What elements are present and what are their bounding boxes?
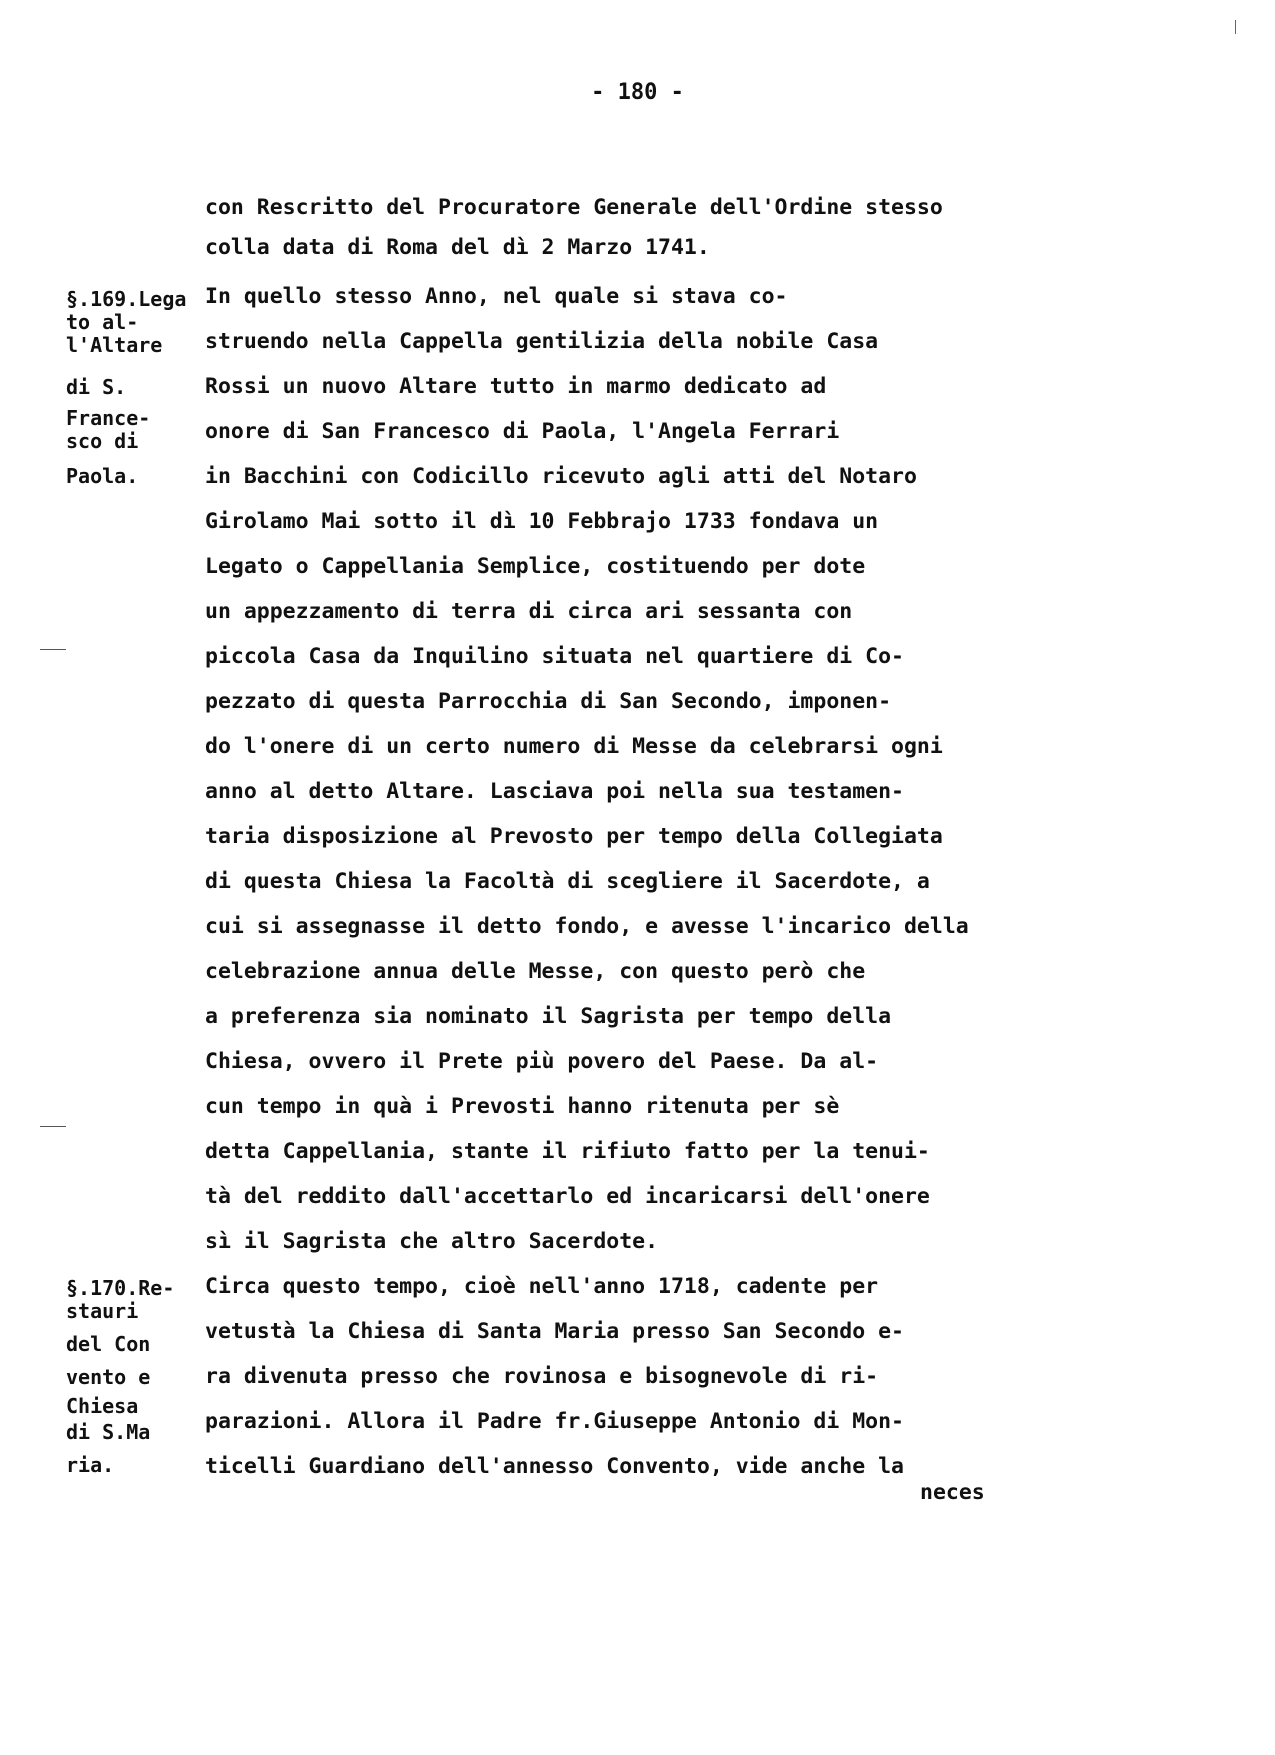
text-line: di questa Chiesa la Facoltà di scegliere il Sacerdote, a	[205, 869, 930, 894]
margin-note-169-line: l'Altare	[66, 333, 163, 357]
text-line: Chiesa, ovvero il Prete più povero del Paese. Da al-	[205, 1049, 879, 1074]
text-line: sì il Sagrista che altro Sacerdote.	[205, 1229, 659, 1254]
text-line: taria disposizione al Prevosto per tempo della Collegiata	[205, 824, 943, 849]
scan-mark	[1235, 20, 1236, 34]
margin-note-169-line: France-	[66, 406, 151, 430]
margin-note-169-line: §.169.Lega	[66, 287, 187, 311]
text-line: colla data di Roma del dì 2 Marzo 1741.	[205, 235, 710, 260]
text-line: cui si assegnasse il detto fondo, e avesse l'incarico della	[205, 914, 969, 939]
margin-note-170-line: di S.Ma	[66, 1420, 151, 1444]
text-line: In quello stesso Anno, nel quale si stava co-	[205, 284, 788, 309]
text-line: Girolamo Mai sotto il dì 10 Febbrajo 1733 fondava un	[205, 509, 879, 534]
margin-note-169-line: Paola.	[66, 464, 139, 488]
text-line: parazioni. Allora il Padre fr.Giuseppe Antonio di Mon-	[205, 1409, 904, 1434]
text-line: do l'onere di un certo numero di Messe da celebrarsi ogni	[205, 734, 943, 759]
text-line: in Bacchini con Codicillo ricevuto agli atti del Notaro	[205, 464, 917, 489]
text-line: un appezzamento di terra di circa ari sessanta con	[205, 599, 853, 624]
margin-note-170-line: vento e	[66, 1365, 151, 1389]
text-line: cun tempo in quà i Prevosti hanno ritenuta per sè	[205, 1094, 840, 1119]
text-line: tà del reddito dall'accettarlo ed incaricarsi dell'onere	[205, 1184, 930, 1209]
text-line: ticelli Guardiano dell'annesso Convento, vide anche la	[205, 1454, 904, 1479]
margin-note-169-line: to al-	[66, 310, 139, 334]
text-line: anno al detto Altare. Lasciava poi nella sua testamen-	[205, 779, 904, 804]
text-line: onore di San Francesco di Paola, l'Angela Ferrari	[205, 419, 840, 444]
margin-note-170-line: Chiesa	[66, 1394, 139, 1418]
text-line: piccola Casa da Inquilino situata nel quartiere di Co-	[205, 644, 904, 669]
scan-mark	[40, 1126, 66, 1127]
margin-note-170-line: stauri	[66, 1299, 139, 1323]
text-line: a preferenza sia nominato il Sagrista per tempo della	[205, 1004, 892, 1029]
margin-note-170-line: del Con	[66, 1332, 151, 1356]
scan-mark	[40, 649, 66, 650]
continuation-catchword: neces	[920, 1480, 985, 1505]
text-line: con Rescritto del Procuratore Generale dell'Ordine stesso	[205, 195, 943, 220]
margin-note-169-line: sco di	[66, 429, 139, 453]
text-line: vetustà la Chiesa di Santa Maria presso San Secondo e-	[205, 1319, 904, 1344]
margin-note-169-line: di S.	[66, 375, 127, 399]
page-number: - 180 -	[591, 80, 684, 105]
text-line: struendo nella Cappella gentilizia della nobile Casa	[205, 329, 879, 354]
text-line: pezzato di questa Parrocchia di San Secondo, imponen-	[205, 689, 892, 714]
text-line: detta Cappellania, stante il rifiuto fatto per la tenui-	[205, 1139, 930, 1164]
text-line: Legato o Cappellania Semplice, costituendo per dote	[205, 554, 866, 579]
margin-note-170-line: §.170.Re-	[66, 1276, 175, 1300]
margin-note-170-line: ria.	[66, 1453, 115, 1477]
text-line: Rossi un nuovo Altare tutto in marmo dedicato ad	[205, 374, 827, 399]
text-line: celebrazione annua delle Messe, con questo però che	[205, 959, 866, 984]
text-line: ra divenuta presso che rovinosa e bisognevole di ri-	[205, 1364, 879, 1389]
text-line: Circa questo tempo, cioè nell'anno 1718, cadente per	[205, 1274, 879, 1299]
